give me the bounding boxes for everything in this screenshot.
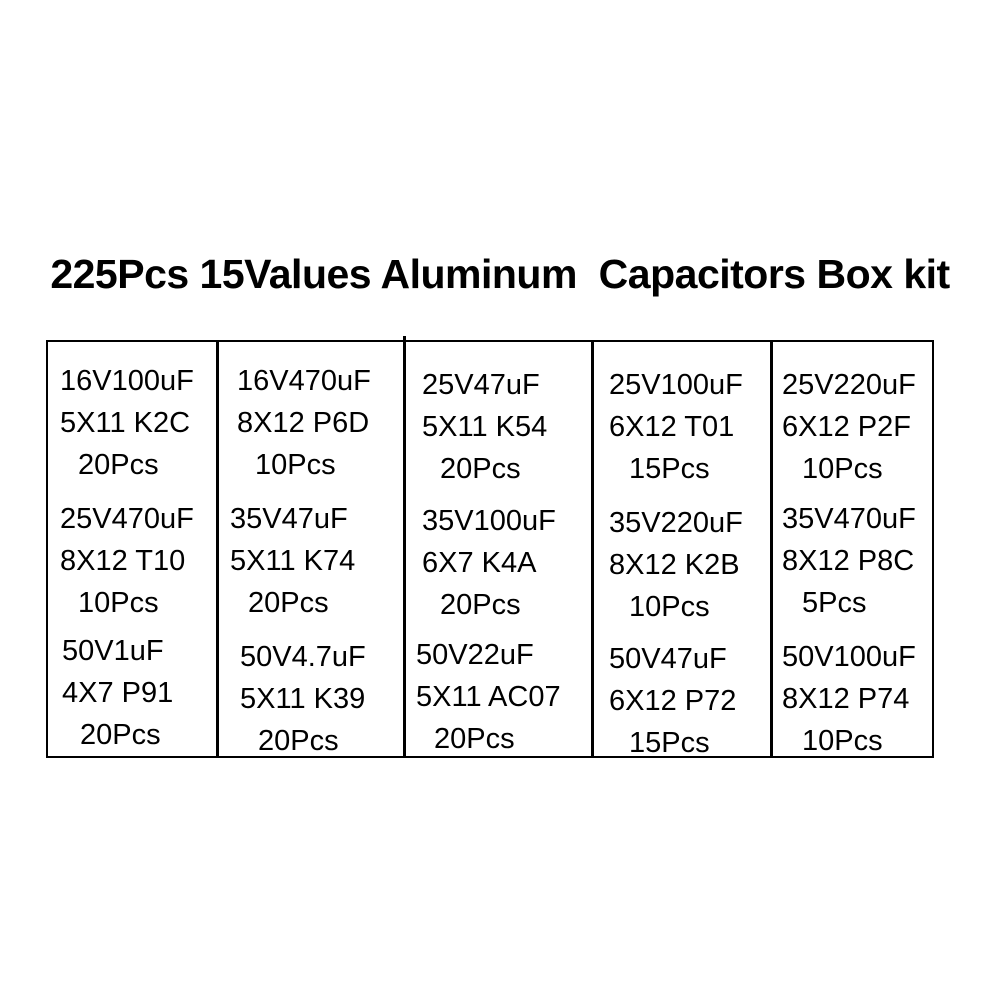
table-cell <box>609 364 743 490</box>
table-cell <box>609 638 736 764</box>
cell-voltage-capacitance: 50V1uF <box>62 635 164 667</box>
capacitor-table <box>46 340 934 758</box>
table-cell <box>609 502 743 628</box>
column-divider <box>216 342 219 756</box>
page-title: 225Pcs 15Values Aluminum Capacitors Box kit <box>50 251 950 297</box>
cell-quantity: 20Pcs <box>248 587 329 619</box>
cell-quantity: 10Pcs <box>802 453 883 485</box>
cell-size-code: 8X12 P8C <box>782 545 915 577</box>
cell-voltage-capacitance: 50V47uF <box>609 643 727 675</box>
cell-quantity: 20Pcs <box>434 723 515 755</box>
column-divider <box>403 336 406 756</box>
cell-quantity: 20Pcs <box>440 453 521 485</box>
cell-voltage-capacitance: 25V47uF <box>422 369 540 401</box>
table-cell <box>60 360 194 486</box>
cell-voltage-capacitance: 25V470uF <box>60 503 194 535</box>
cell-voltage-capacitance: 35V470uF <box>782 503 916 535</box>
table-cell <box>62 630 173 756</box>
table-cell <box>422 364 547 490</box>
cell-voltage-capacitance: 35V220uF <box>609 507 743 539</box>
cell-voltage-capacitance: 50V100uF <box>782 641 916 673</box>
cell-size-code: 5X11 K39 <box>240 683 366 715</box>
cell-quantity: 20Pcs <box>258 725 339 757</box>
cell-size-code: 6X7 K4A <box>422 547 537 579</box>
table-cell <box>230 498 355 624</box>
cell-voltage-capacitance: 16V470uF <box>237 365 371 397</box>
cell-size-code: 5X11 AC07 <box>416 681 561 713</box>
cell-size-code: 5X11 K54 <box>422 411 548 443</box>
cell-quantity: 15Pcs <box>629 727 710 759</box>
cell-size-code: 6X12 P2F <box>782 411 911 443</box>
cell-quantity: 10Pcs <box>802 725 883 757</box>
cell-size-code: 8X12 P6D <box>237 407 370 439</box>
cell-quantity: 15Pcs <box>629 453 710 485</box>
column-divider <box>591 342 594 756</box>
cell-quantity: 5Pcs <box>802 587 867 619</box>
cell-quantity: 20Pcs <box>440 589 521 621</box>
cell-voltage-capacitance: 35V47uF <box>230 503 348 535</box>
table-cell <box>782 498 916 624</box>
table-cell <box>782 636 916 762</box>
cell-size-code: 6X12 P72 <box>609 685 737 717</box>
cell-quantity: 20Pcs <box>80 719 161 751</box>
table-cell <box>416 634 561 760</box>
table-cell <box>237 360 371 486</box>
table-cell <box>60 498 194 624</box>
cell-size-code: 8X12 P74 <box>782 683 910 715</box>
table-cell <box>422 500 556 626</box>
cell-quantity: 10Pcs <box>78 587 159 619</box>
table-cell <box>240 636 366 762</box>
cell-quantity: 10Pcs <box>629 591 710 623</box>
table-cell <box>782 364 916 490</box>
cell-voltage-capacitance: 50V22uF <box>416 639 534 671</box>
cell-voltage-capacitance: 50V4.7uF <box>240 641 366 673</box>
cell-size-code: 6X12 T01 <box>609 411 735 443</box>
cell-voltage-capacitance: 25V220uF <box>782 369 916 401</box>
column-divider <box>770 342 773 756</box>
cell-voltage-capacitance: 16V100uF <box>60 365 194 397</box>
cell-quantity: 20Pcs <box>78 449 159 481</box>
cell-voltage-capacitance: 35V100uF <box>422 505 556 537</box>
cell-size-code: 8X12 K2B <box>609 549 740 581</box>
cell-voltage-capacitance: 25V100uF <box>609 369 743 401</box>
cell-size-code: 4X7 P91 <box>62 677 174 709</box>
cell-size-code: 8X12 T10 <box>60 545 186 577</box>
cell-quantity: 10Pcs <box>255 449 336 481</box>
cell-size-code: 5X11 K74 <box>230 545 356 577</box>
cell-size-code: 5X11 K2C <box>60 407 191 439</box>
